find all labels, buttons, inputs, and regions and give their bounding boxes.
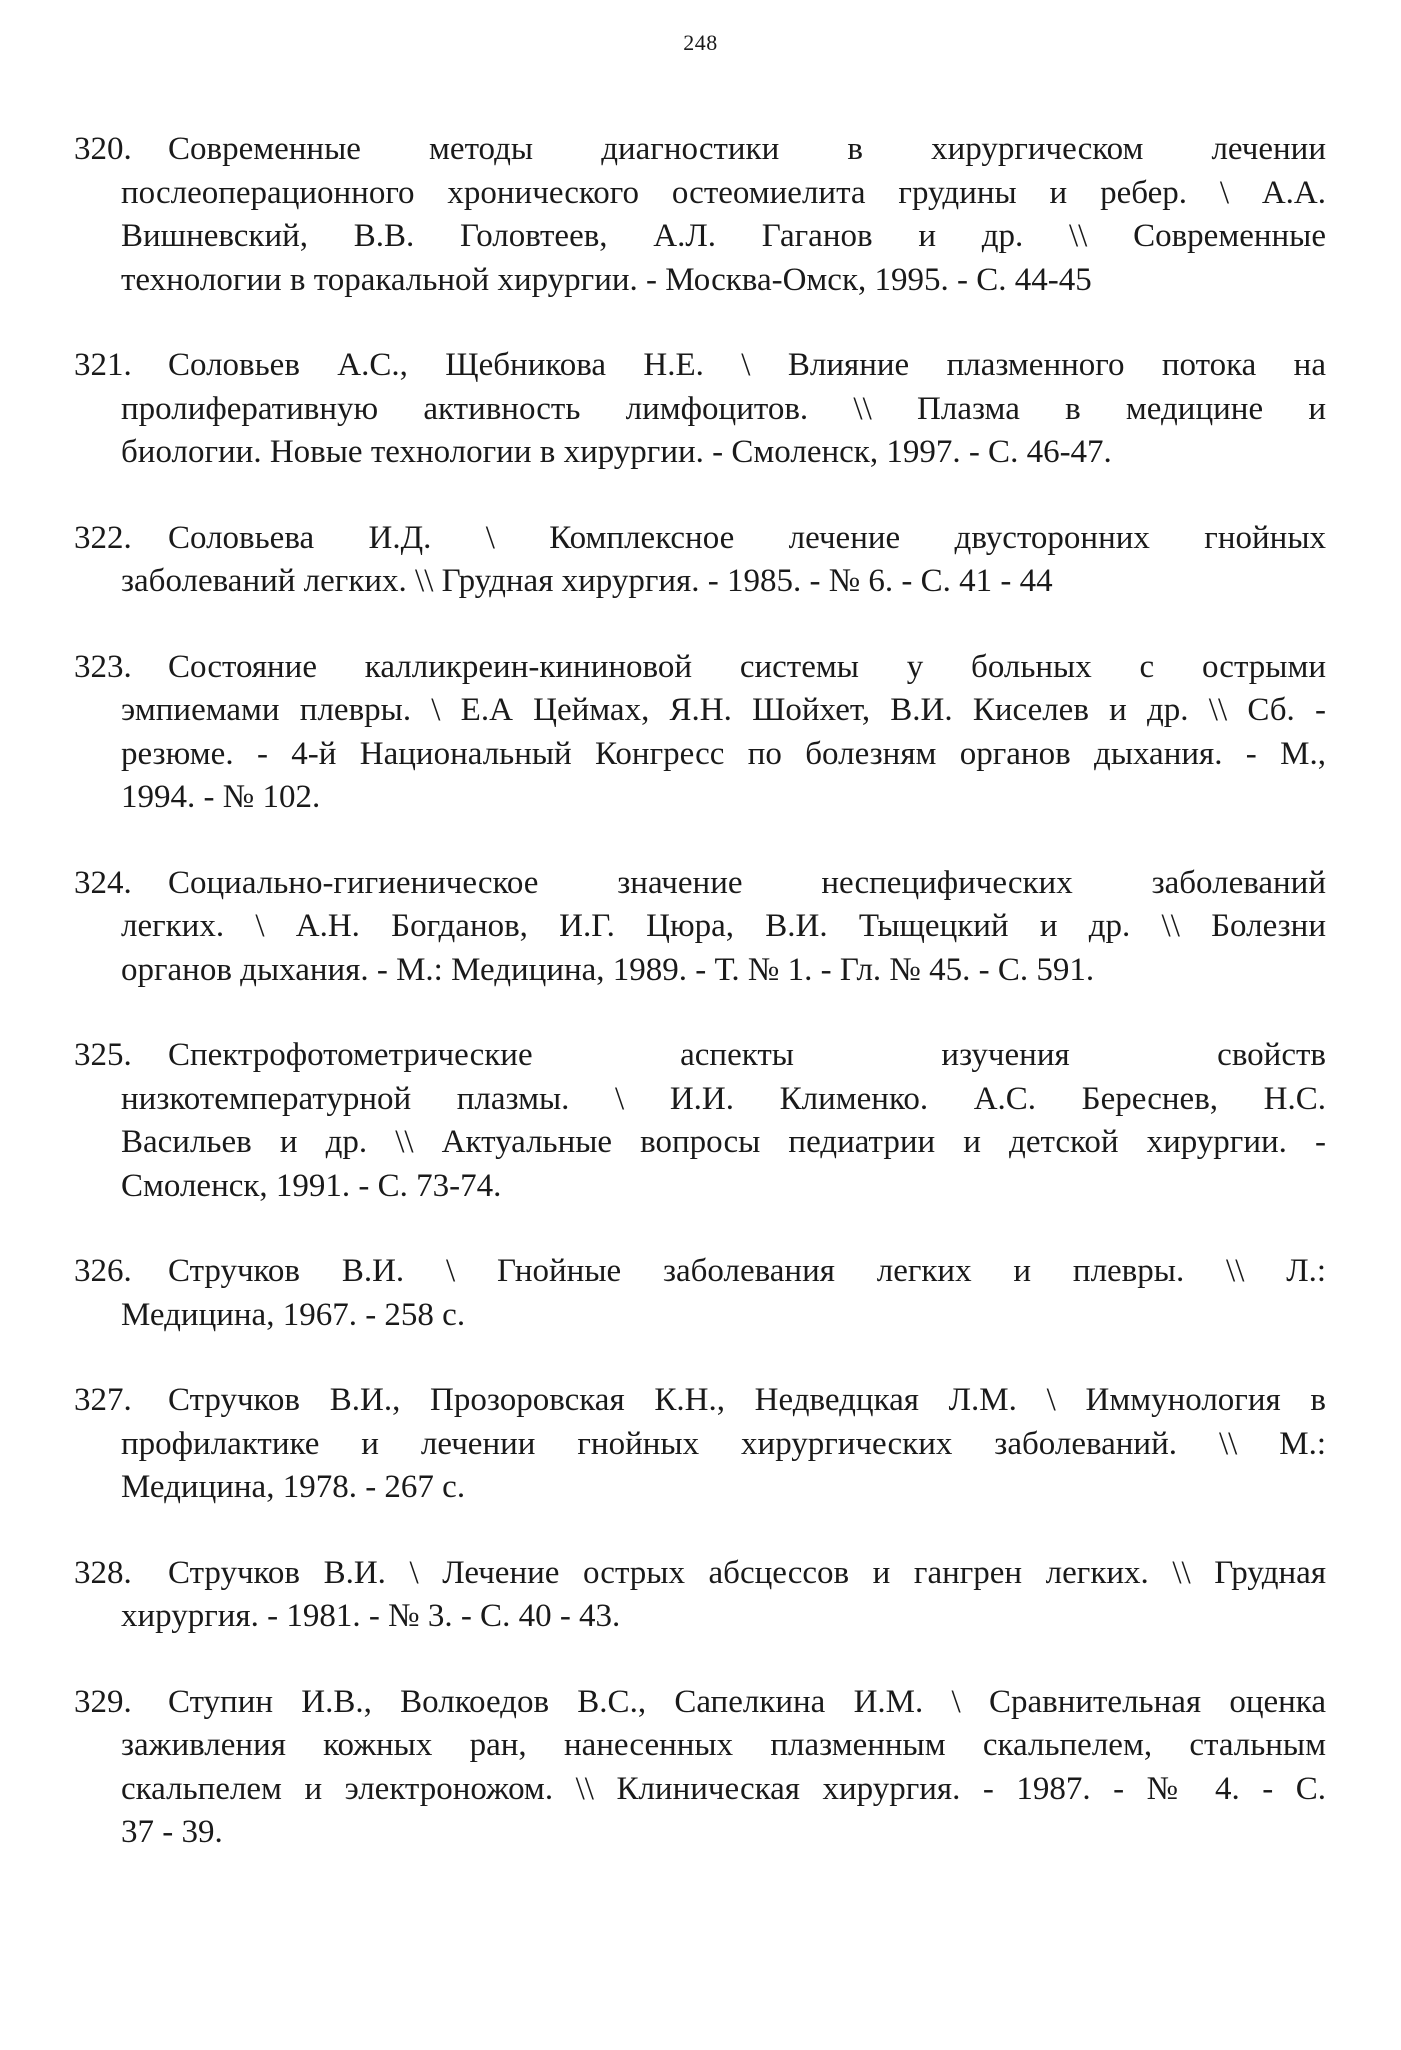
reference-text	[121, 862, 1326, 993]
reference-number: 326.	[74, 1253, 132, 1289]
reference-line: Ступин И.В., Волкоедов В.С., Сапелкина И.М. \ Сравнительная оценка	[168, 1683, 1326, 1720]
reference-number: 325.	[74, 1037, 132, 1073]
reference-line: Социально-гигиеническое значение неспецифических заболеваний	[168, 864, 1326, 901]
reference-number: 328.	[74, 1554, 132, 1591]
reference-line: Состояние калликреин-кининовой системы у больных с острыми	[168, 648, 1326, 685]
reference-text	[121, 344, 1326, 475]
reference-text	[121, 646, 1326, 820]
reference-number: 323.	[74, 648, 132, 685]
reference-line: Спектрофотометрические аспекты изучения свойств	[168, 1037, 1326, 1073]
reference-line: Стручков В.И., Прозоровская К.Н., Недведцкая Л.М. \ Иммунология в	[168, 1382, 1326, 1418]
reference-text	[121, 1034, 1326, 1208]
reference-line: заболеваний легких. \\ Грудная хирургия. - 1985. - № 6. - С. 41 - 44	[121, 563, 1053, 599]
reference-number: 321.	[74, 347, 132, 383]
reference-line: заживления кожных ран, нанесенных плазменным скальпелем, стальным	[121, 1727, 1326, 1763]
reference-line: Стручков В.И. \ Лечение острых абсцессов и гангрен легких. \\ Грудная	[168, 1554, 1326, 1591]
reference-entry	[74, 1379, 1326, 1510]
reference-line: резюме. - 4-й Национальный Конгресс по болезням органов дыхания. - М.,	[121, 735, 1326, 772]
reference-line: эмпиемами плевры. \ Е.А Цеймах, Я.Н. Шойхет, В.И. Киселев и др. \\ Сб. -	[121, 692, 1326, 728]
reference-line: Соловьева И.Д. \ Комплексное лечение двусторонних гнойных	[168, 519, 1326, 556]
reference-entry	[74, 517, 1326, 604]
reference-entry	[74, 1250, 1326, 1337]
reference-text	[121, 128, 1326, 302]
reference-list	[74, 128, 1326, 1855]
reference-line: органов дыхания. - М.: Медицина, 1989. - Т. № 1. - Гл. № 45. - С. 591.	[121, 951, 1095, 988]
reference-line: Современные методы диагностики в хирургическом лечении	[168, 131, 1326, 167]
reference-line: легких. \ А.Н. Богданов, И.Г. Цюра, В.И. Тыщецкий и др. \\ Болезни	[121, 908, 1326, 944]
reference-line: 37 - 39.	[121, 1814, 223, 1850]
reference-number: 320.	[74, 131, 132, 167]
reference-line: Смоленск, 1991. - С. 73-74.	[121, 1167, 502, 1204]
reference-text	[121, 1681, 1326, 1855]
reference-line: Медицина, 1967. - 258 с.	[121, 1296, 466, 1333]
reference-entry	[74, 344, 1326, 475]
reference-number: 329.	[74, 1683, 132, 1720]
reference-line: Васильев и др. \\ Актуальные вопросы педиатрии и детской хирургии. -	[121, 1124, 1326, 1160]
reference-entry	[74, 646, 1326, 820]
reference-entry	[74, 1552, 1326, 1639]
reference-line: Стручков В.И. \ Гнойные заболевания легких и плевры. \\ Л.:	[168, 1253, 1326, 1289]
reference-line: Соловьев А.С., Щебникова Н.Е. \ Влияние плазменного потока на	[168, 347, 1326, 383]
reference-line: низкотемпературной плазмы. \ И.И. Клименко. А.С. Береснев, Н.С.	[121, 1080, 1326, 1117]
reference-number: 324.	[74, 864, 132, 901]
reference-entry	[74, 1034, 1326, 1208]
reference-line: технологии в торакальной хирургии. - Москва-Омск, 1995. - С. 44-45	[121, 261, 1092, 298]
reference-line: хирургия. - 1981. - № 3. - С. 40 - 43.	[121, 1598, 621, 1634]
reference-number: 327.	[74, 1382, 132, 1418]
reference-text	[121, 1379, 1326, 1510]
reference-line: Медицина, 1978. - 267 с.	[121, 1469, 466, 1505]
reference-text	[121, 1552, 1326, 1639]
reference-line: пролиферативную активность лимфоцитов. \\ Плазма в медицине и	[121, 390, 1326, 427]
reference-number: 322.	[74, 519, 132, 556]
reference-line: биологии. Новые технологии в хирургии. - Смоленск, 1997. - С. 46-47.	[121, 434, 1112, 470]
reference-line: Вишневский, В.В. Головтеев, А.Л. Гаганов и др. \\ Современные	[121, 218, 1326, 254]
reference-line: скальпелем и электроножом. \\ Клиническая хирургия. - 1987. - № 4. - С.	[121, 1770, 1326, 1807]
reference-entry	[74, 128, 1326, 302]
reference-line: 1994. - № 102.	[121, 779, 321, 815]
reference-line: послеоперационного хронического остеомиелита грудины и ребер. \ А.А.	[121, 174, 1326, 211]
reference-entry	[74, 1681, 1326, 1855]
reference-line: профилактике и лечении гнойных хирургических заболеваний. \\ М.:	[121, 1425, 1326, 1462]
reference-text	[121, 517, 1326, 604]
reference-entry	[74, 862, 1326, 993]
page-number: 248	[683, 30, 718, 55]
reference-text	[121, 1250, 1326, 1337]
